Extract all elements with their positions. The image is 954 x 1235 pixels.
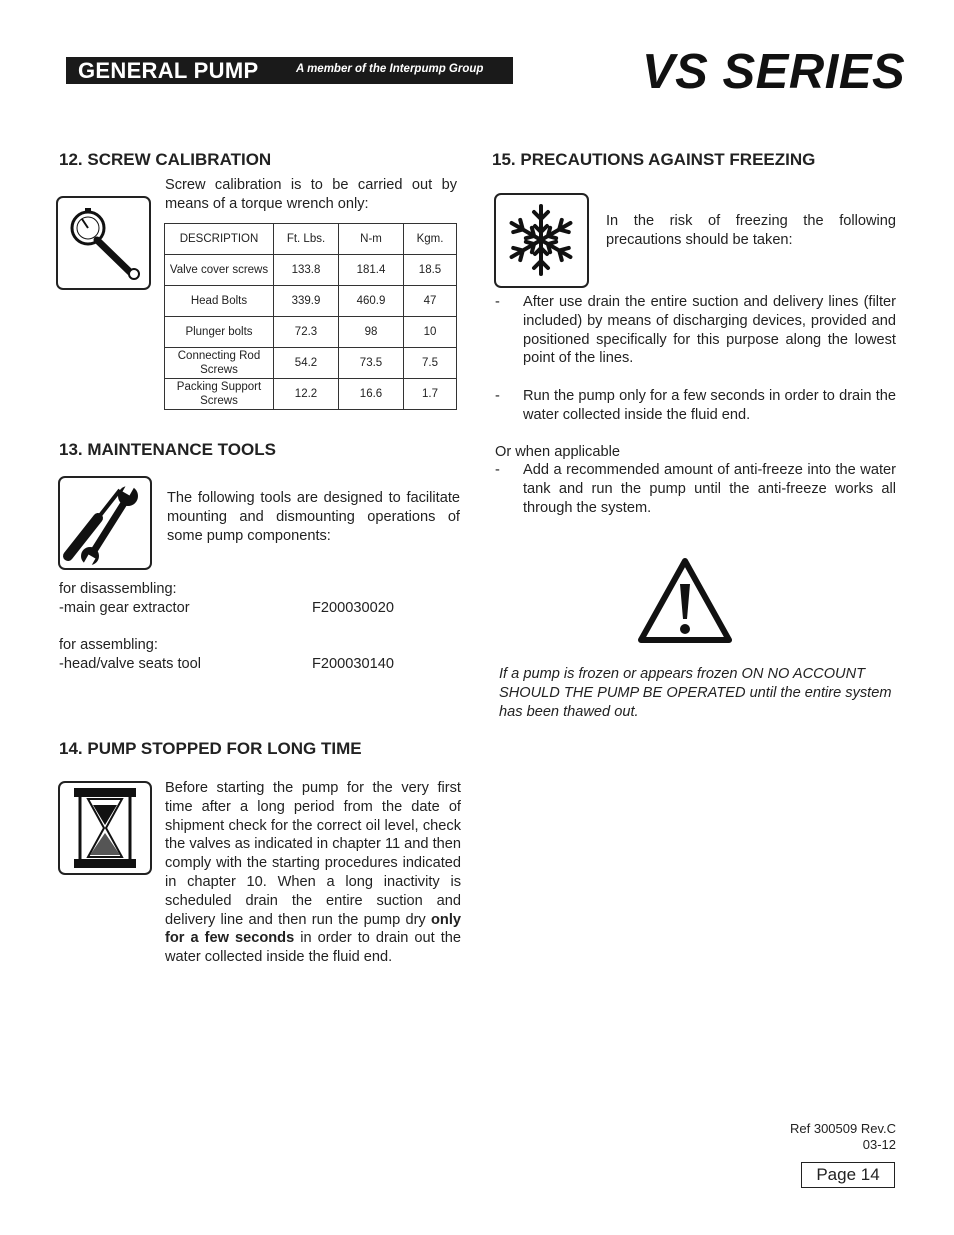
bullet-text: Run the pump only for a few seconds in order to drain the water collected inside the fluid end. bbox=[523, 388, 896, 423]
table-header-cell: Kgm. bbox=[404, 224, 457, 255]
tools-icon bbox=[58, 476, 152, 570]
table-row bbox=[165, 379, 457, 410]
table-row bbox=[165, 317, 457, 348]
table-cell: 98 bbox=[339, 317, 404, 348]
table-cell: 460.9 bbox=[339, 286, 404, 317]
section-15-intro: In the risk of freezing the following precautions should be taken: bbox=[606, 213, 896, 248]
disassembling-code: F200030020 bbox=[312, 600, 394, 616]
disassembling-tool: -main gear extractor bbox=[59, 600, 190, 616]
table-cell: Head Bolts bbox=[165, 286, 274, 317]
table-cell: 73.5 bbox=[339, 348, 404, 379]
table-cell: 181.4 bbox=[339, 255, 404, 286]
page-number: Page 14 bbox=[801, 1162, 895, 1188]
bullet-text: After use drain the entire suction and delivery lines (filter included) by means of discharging devices, provided and positioned specifically for this purpose along the lowest point of the lines. bbox=[523, 294, 896, 367]
table-cell: Valve cover screws bbox=[165, 255, 274, 286]
table-row bbox=[165, 348, 457, 379]
bullet-dash: - bbox=[495, 294, 500, 310]
series-title: VS SERIES bbox=[642, 45, 906, 99]
section-14-text bbox=[165, 779, 461, 967]
table-row bbox=[165, 286, 457, 317]
disassembling-label: for disassembling: bbox=[59, 581, 177, 597]
bullet-dash: - bbox=[495, 462, 500, 478]
table-header-cell: N-m bbox=[339, 224, 404, 255]
bullet-text: Add a recommended amount of anti-freeze into the water tank and run the pump until the anti-freeze works all through the system. bbox=[523, 462, 896, 516]
bullet-dash: - bbox=[495, 388, 500, 404]
section-14-heading: 14. PUMP STOPPED FOR LONG TIME bbox=[59, 739, 362, 758]
table-cell: 133.8 bbox=[274, 255, 339, 286]
section-14-text-part1: Before starting the pump for the very first time after a long period from the date of shipment check for the correct oil level, check the valves as indicated in chapter 11 and then comply with the starting procedures indicated in chapter 10. When a long inactivity is scheduled drain the entire suction and delivery line and then run the pump dry bbox=[165, 780, 461, 928]
section-13-intro: The following tools are designed to facilitate mounting and dismounting operations of some pump components: bbox=[167, 490, 460, 544]
assembling-label: for assembling: bbox=[59, 637, 158, 653]
section-12-heading: 12. SCREW CALIBRATION bbox=[59, 150, 272, 169]
section-14-text-bold: only for a few seconds bbox=[165, 911, 461, 947]
freezing-bullet-3 bbox=[495, 461, 896, 517]
freezing-bullet-2 bbox=[495, 387, 896, 425]
torque-table bbox=[164, 223, 457, 410]
section-13-heading: 13. MAINTENANCE TOOLS bbox=[59, 440, 276, 459]
section-14-text-part2: in order to drain out the water collected inside the fluid end. bbox=[165, 930, 461, 966]
table-cell: 72.3 bbox=[274, 317, 339, 348]
torque-wrench-icon bbox=[56, 196, 151, 290]
table-header-row bbox=[165, 224, 457, 255]
freezing-warning-text: If a pump is frozen or appears frozen ON NO ACCOUNT SHOULD THE PUMP BE OPERATED until the entire system has been thawed out. bbox=[499, 666, 892, 720]
section-12-intro: Screw calibration is to be carried out by means of a torque wrench only: bbox=[165, 177, 457, 212]
table-cell: 16.6 bbox=[339, 379, 404, 410]
or-when-applicable: Or when applicable bbox=[495, 444, 620, 460]
table-cell: Plunger bolts bbox=[165, 317, 274, 348]
reference-number bbox=[790, 1121, 896, 1153]
freezing-bullet-1 bbox=[495, 293, 896, 368]
table-row bbox=[165, 255, 457, 286]
table-header-cell: DESCRIPTION bbox=[165, 224, 274, 255]
brand-name: GENERAL PUMP bbox=[78, 58, 259, 83]
assembling-code: F200030140 bbox=[312, 656, 394, 672]
table-cell: 47 bbox=[404, 286, 457, 317]
table-cell: 7.5 bbox=[404, 348, 457, 379]
assembling-tool: -head/valve seats tool bbox=[59, 656, 201, 672]
table-cell: 12.2 bbox=[274, 379, 339, 410]
table-cell: Packing Support Screws bbox=[165, 379, 274, 410]
table-cell: 10 bbox=[404, 317, 457, 348]
table-cell: 54.2 bbox=[274, 348, 339, 379]
hourglass-icon bbox=[58, 781, 152, 875]
reference-date: 03-12 bbox=[862, 1137, 896, 1152]
snowflake-icon bbox=[494, 193, 589, 288]
table-cell: Connecting Rod Screws bbox=[165, 348, 274, 379]
table-header-cell: Ft. Lbs. bbox=[274, 224, 339, 255]
table-cell: 18.5 bbox=[404, 255, 457, 286]
section-15-heading: 15. PRECAUTIONS AGAINST FREEZING bbox=[492, 150, 816, 169]
table-cell: 1.7 bbox=[404, 379, 457, 410]
brand-tagline: A member of the Interpump Group bbox=[296, 63, 484, 75]
warning-triangle-icon bbox=[636, 556, 734, 651]
reference-code: Ref 300509 Rev.C bbox=[790, 1121, 896, 1136]
table-cell: 339.9 bbox=[274, 286, 339, 317]
